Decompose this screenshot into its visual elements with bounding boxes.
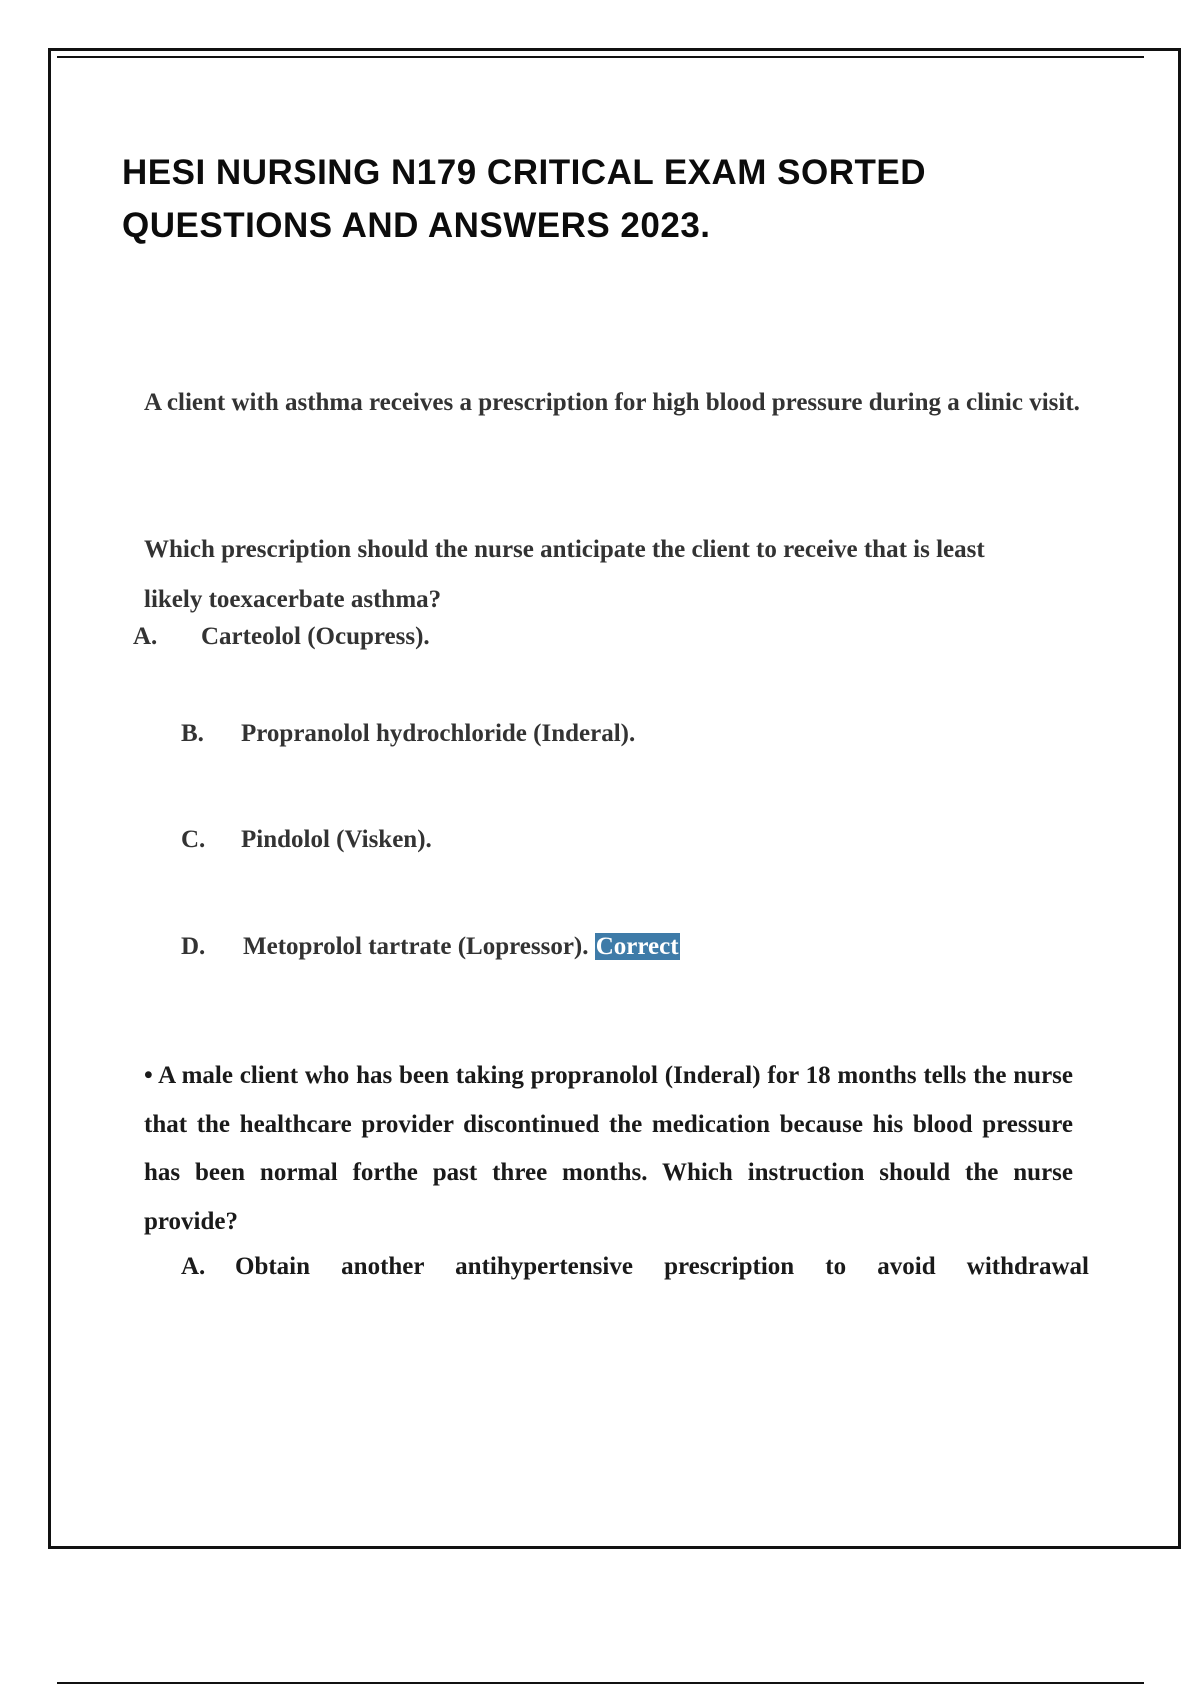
question-2-stem: • A male client who has been taking propranolol (Inderal) for 18 months tells the nurse that the healthcare provider discontinued the medication because his blood pressure has been normal forthe past three months. Which instruction should the nurse provide? (144, 1062, 1073, 1235)
question-1-prompt: Which prescription should the nurse anticipate the client to receive that is least likely toexacerbate asthma? (144, 536, 985, 613)
option-text: Carteolol (Ocupress). (201, 623, 430, 650)
document-title (122, 146, 1082, 252)
question-2-option-a (181, 1249, 1089, 1285)
question-1-stem: A client with asthma receives a prescription for high blood pressure during a clinic visit. (144, 389, 1080, 416)
option-text: Obtain another antihypertensive prescription to avoid withdrawal (235, 1253, 1089, 1280)
document-title-line-2: QUESTIONS AND ANSWERS 2023. (122, 206, 711, 245)
option-letter: A. (133, 623, 158, 650)
option-text: Metoprolol tartrate (Lopressor). (243, 933, 589, 960)
question-1-option-d (181, 933, 680, 961)
option-text: Propranolol hydrochloride (Inderal). (241, 720, 636, 747)
option-letter: D. (181, 933, 206, 960)
option-letter: A. (181, 1253, 206, 1280)
bottom-rule (57, 1682, 1144, 1684)
correct-answer-badge: Correct (595, 933, 679, 960)
question-1-option-c (181, 826, 432, 854)
option-letter: C. (181, 826, 206, 853)
document-title-line-1: HESI NURSING N179 CRITICAL EXAM SORTED (122, 153, 927, 192)
question-1-option-b (181, 720, 635, 748)
page-frame (48, 48, 1181, 1549)
question-1-option-a (133, 623, 430, 651)
option-text: Pindolol (Visken). (241, 826, 432, 853)
option-letter: B. (181, 720, 204, 747)
